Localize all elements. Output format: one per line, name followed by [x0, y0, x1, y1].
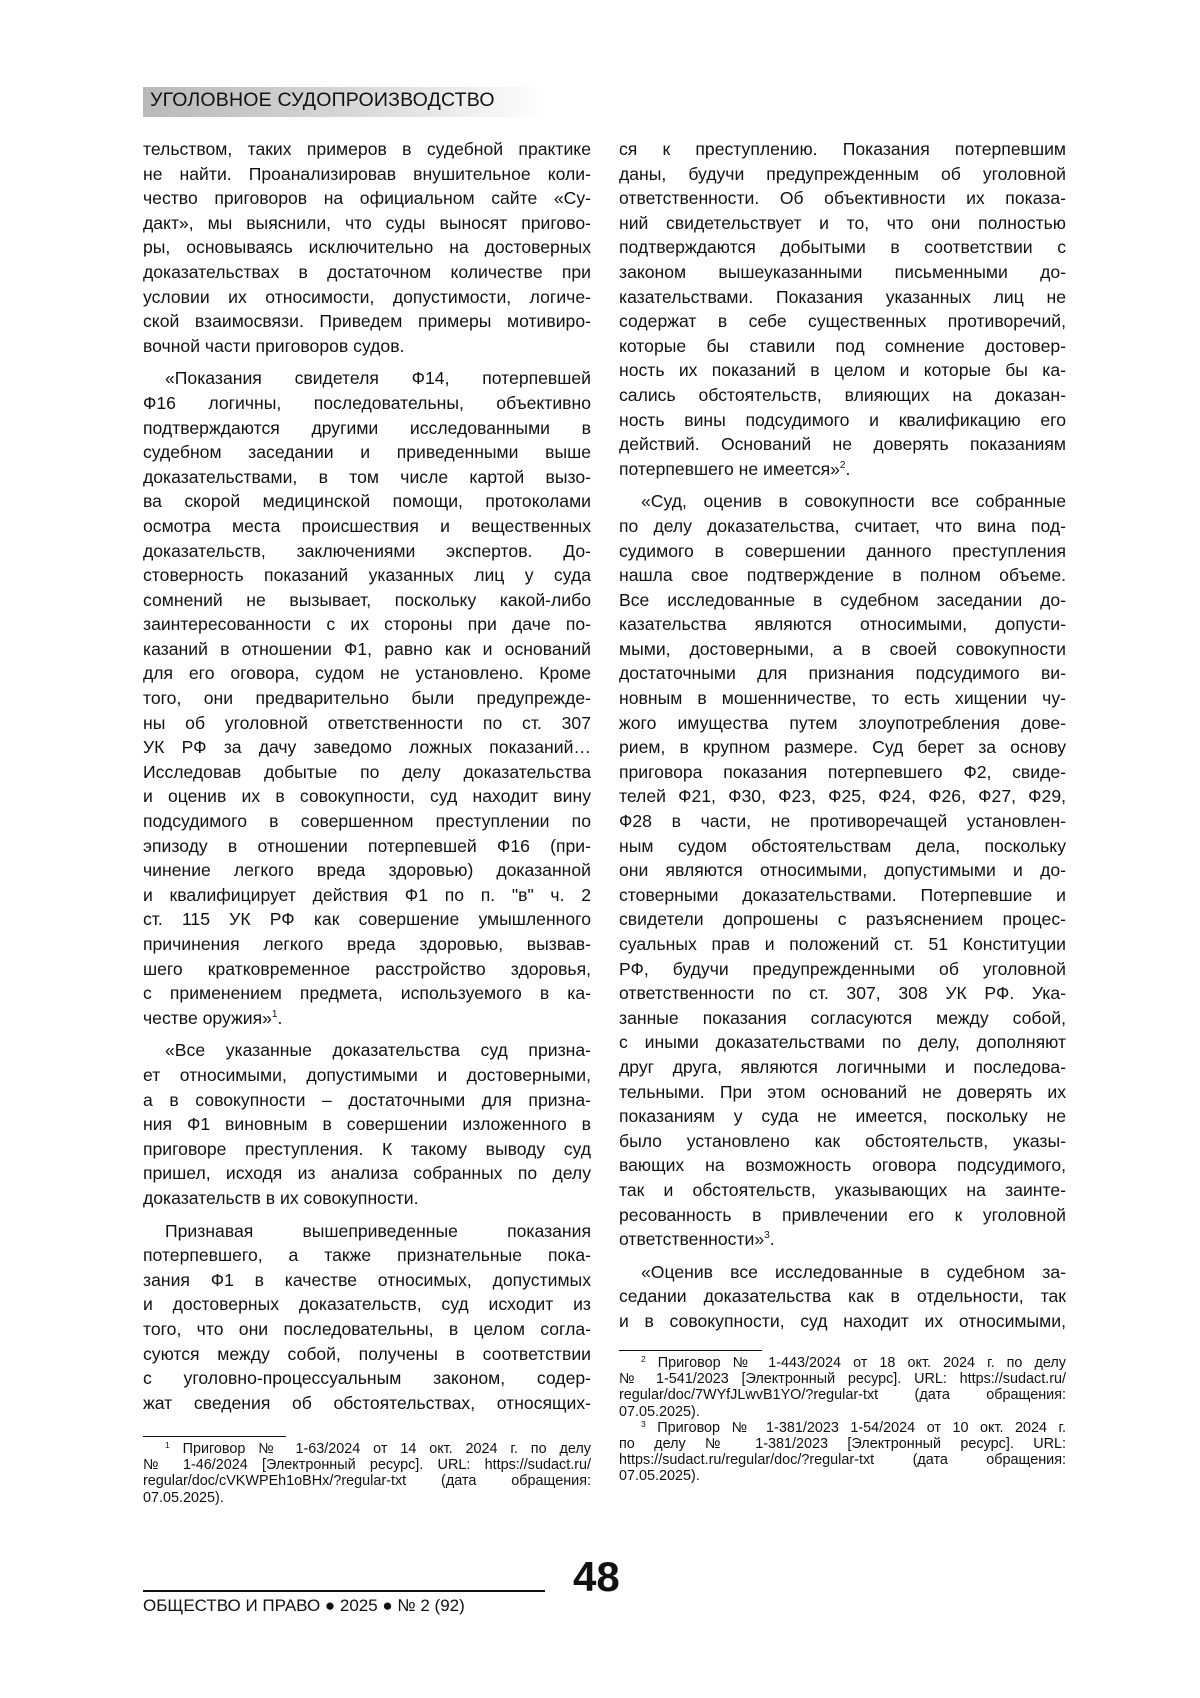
text-line: приговора показания потерпевшего Ф2, свиде-	[619, 761, 1066, 782]
text-line: законом вышеуказанными письменными до-	[619, 261, 1066, 282]
text-line: условии их относимости, допустимости, логиче-	[143, 286, 591, 307]
text-line: «Все указанные доказательства суд призна-	[165, 1040, 591, 1061]
text-line: осмотра места происшествия и вещественных	[143, 515, 591, 536]
footnote-line: regular/doc/7WYfJLwvB1YO/?regular-txt (дата обращения:	[619, 1387, 1066, 1404]
text-line: пришел, исходя из анализа собранных по делу	[143, 1163, 591, 1184]
text-line: сомнений не вызывает, поскольку какой-либо	[143, 589, 591, 610]
text-line: тельными. При этом оснований не доверять их	[619, 1081, 1066, 1102]
footnote-line: https://sudact.ru/regular/doc/?regular-txt (дата обращения:	[619, 1452, 1066, 1469]
text-line: доказательств, заключениями экспертов. До-	[143, 540, 591, 561]
text-line: содержат в себе существенных противоречий,	[619, 311, 1066, 332]
text-line: не найти. Проанализировав внушительное коли-	[143, 163, 591, 184]
text-line: ся к преступлению. Показания потерпевшим	[619, 139, 1066, 159]
text-line: даны, будучи предупрежденным об уголовной	[619, 163, 1066, 184]
footnote-line: № 1-46/2024 [Электронный ресурс]. URL: https://sudact.ru/	[143, 1457, 591, 1474]
text-line: судимого в совершении данного преступления	[619, 540, 1066, 561]
text-line: телей Ф21, Ф30, Ф23, Ф25, Ф24, Ф26, Ф27, Ф29,	[619, 786, 1066, 807]
footnote-number: 3	[641, 1418, 646, 1429]
text-line: для его оговора, судом не установлено. Кроме	[143, 663, 591, 684]
text-line: ет относимыми, допустимыми и достоверными,	[143, 1064, 591, 1085]
text-line: друг друга, являются логичными и последова-	[619, 1056, 1066, 1077]
text-line: «Оценив все исследованные в судебном за-	[641, 1261, 1066, 1282]
text-line: Ф16 логичны, последовательны, объективно	[143, 392, 591, 413]
text-line: Ф28 в части, не противоречащей установлен-	[619, 811, 1066, 832]
text-line: шего кратковременное расстройство здоровья,	[143, 958, 591, 979]
text-line: честве оружия»$^1$.	[143, 1007, 283, 1028]
text-line: РФ, будучи предупрежденными об уголовной	[619, 958, 1066, 979]
text-line: рием, в крупном размере. Суд берет за основу	[619, 737, 1066, 758]
footnote-number: 2	[641, 1354, 646, 1364]
footnote-line: 07.05.2025).	[619, 1403, 700, 1420]
footnote-line: № 1-541/2023 [Электронный ресурс]. URL: https://sudact.ru/	[619, 1371, 1066, 1388]
text-line: ресованность в привлечении его к уголовной	[619, 1204, 1066, 1225]
footnotes-left	[143, 1441, 591, 1506]
text-line: тельством, таких примеров в судебной практике	[143, 139, 591, 159]
text-line: с уголовно-процессуальным законом, содер-	[143, 1368, 591, 1389]
text-line: достаточными для признания подсудимого ви-	[619, 663, 1066, 684]
text-line: и достоверных доказательств, суд исходит из	[143, 1294, 591, 1315]
footnote-number: 1	[165, 1440, 170, 1450]
text-line: было установлено как обстоятельств, указы-	[619, 1130, 1066, 1151]
text-line: приговоре преступления. К такому выводу суд	[143, 1138, 591, 1159]
text-line: свидетели допрошены с разъяснением процес-	[619, 909, 1066, 930]
footnotes-right	[619, 1355, 1066, 1485]
text-line: жат сведения об обстоятельствах, относящих-	[143, 1392, 591, 1413]
text-line: УК РФ за дачу заведомо ложных показаний…	[143, 737, 591, 758]
text-line: дакт», мы выяснили, что суды выносят пригово-	[143, 212, 591, 233]
text-line: Признавая вышеприведенные показания	[165, 1220, 591, 1241]
text-line: ры, основываясь исключительно на достоверных	[143, 237, 591, 258]
text-line: причинения легкого вреда здоровью, вызвав-	[143, 934, 591, 954]
text-line: чество приговоров на официальном сайте «Су-	[143, 188, 591, 209]
text-line: ской взаимосвязи. Приведем примеры мотивиро-	[143, 311, 591, 332]
text-line: нашла свое подтверждение в полном объеме.	[619, 565, 1066, 586]
text-line: судебном заседании и приведенными выше	[143, 442, 591, 463]
text-line: подтверждаются добытыми в соответствии с	[619, 237, 1066, 258]
text-line: и оценив их в совокупности, суд находит вину	[143, 786, 591, 807]
text-line: суальных прав и положений ст. 51 Конституции	[619, 934, 1066, 954]
text-line: эпизоду в отношении потерпевшей Ф16 (при-	[143, 835, 591, 856]
text-line: сались обстоятельств, влияющих на доказан-	[619, 384, 1066, 405]
journal-footer: ОБЩЕСТВО И ПРАВО ● 2025 ● № 2 (92)	[143, 1596, 465, 1615]
footnote-reference[interactable]: 2	[839, 459, 846, 471]
text-line: того, они предварительно были предупрежде-	[143, 688, 591, 709]
text-line: Все исследованные в судебном заседании до-	[619, 589, 1066, 610]
text-line: по делу доказательства, считает, что вина под-	[619, 515, 1066, 536]
text-line: подтверждаются другими исследованными в	[143, 417, 591, 438]
text-line: доказательствах в достаточном количестве при	[143, 261, 591, 282]
text-line: «Суд, оценив в совокупности все собранные	[641, 491, 1066, 512]
text-line: стоверность показаний указанных лиц у суда	[143, 565, 591, 586]
footnote-line: $^1$ Приговор № 1-63/2024 от 14 окт. 2024 г. по делу	[165, 1440, 591, 1457]
text-line: ность их показаний в целом и которые бы ка-	[619, 360, 1066, 381]
text-line: показаниям у суда не имеется, поскольку не	[619, 1106, 1066, 1127]
text-line: Исследовав добытые по делу доказательства	[143, 761, 591, 782]
footnote-line: regular/doc/cVKWPEh1oBHx/?regular-txt (дата обращения:	[143, 1473, 591, 1490]
text-line: ны об уголовной ответственности по ст. 307	[143, 712, 591, 733]
text-line: ным судом обстоятельствам дела, поскольку	[619, 835, 1066, 856]
text-line: ответственности. Об объективности их показа-	[619, 188, 1066, 209]
text-line: новным в мошенничестве, то есть хищении чу-	[619, 688, 1066, 709]
text-line: с применением предмета, используемого в ка-	[143, 983, 591, 1004]
text-line: стоверными доказательствами. Потерпевшие и	[619, 884, 1066, 905]
text-line: ва скорой медицинской помощи, протоколами	[143, 491, 591, 512]
text-line: вочной части приговоров судов.	[143, 335, 405, 356]
footer-rule	[143, 1590, 545, 1592]
text-line: подсудимого в совершенном преступлении по	[143, 811, 591, 832]
text-line: ответственности по ст. 307, 308 УК РФ. Ука-	[619, 983, 1066, 1004]
text-line: и квалифицирует действия Ф1 по п. "в" ч. 2	[143, 884, 591, 905]
footnote-line: по делу № 1-381/2023 [Электронный ресурс]. URL:	[619, 1435, 1066, 1452]
text-line: казательствами. Показания указанных лиц не	[619, 286, 1066, 307]
text-line: ния Ф1 виновным в совершении изложенного в	[143, 1114, 591, 1135]
text-line: ний свидетельствует и то, что они полностью	[619, 212, 1066, 233]
footnote-line: 07.05.2025).	[619, 1468, 700, 1485]
footnote-rule-right	[619, 1350, 762, 1351]
text-line: казаний в отношении Ф1, равно как и оснований	[143, 638, 591, 659]
right-column	[619, 137, 1066, 1334]
text-line: доказательств в их совокупности.	[143, 1187, 419, 1208]
footnote-line: $^3$ Приговор № 1-381/2023 1-54/2024 от 10 окт. 2024 г.	[641, 1418, 1066, 1436]
footnote-reference[interactable]: 3	[764, 1230, 770, 1242]
footnote-rule-left	[143, 1436, 286, 1437]
text-line: заинтересованности с их стороны при даче по-	[143, 614, 591, 635]
text-line: вающих на возможность оговора подсудимого,	[619, 1155, 1066, 1176]
page-number: 48	[573, 1553, 620, 1600]
section-title: УГОЛОВНОЕ СУДОПРОИЗВОДСТВО	[150, 89, 495, 111]
text-line: ность вины подсудимого и квалификацию его	[619, 409, 1066, 430]
text-line: ответственности»$^3$.	[619, 1229, 775, 1250]
footnote-line: $^2$ Приговор № 1-443/2024 от 18 окт. 2024 г. по делу	[641, 1354, 1066, 1371]
text-line: седании доказательства как в отдельности, так	[619, 1286, 1066, 1307]
text-line: «Показания свидетеля Ф14, потерпевшей	[165, 368, 591, 389]
text-line: казательства являются относимыми, допусти-	[619, 614, 1066, 635]
text-line: действий. Оснований не доверять показаниям	[619, 434, 1066, 455]
text-line: ст. 115 УК РФ как совершение умышленного	[143, 909, 591, 930]
text-line: занные показания согласуются между собой,	[619, 1007, 1066, 1028]
text-line: потерпевшего не имеется»$^2$.	[619, 458, 851, 479]
text-line: того, что они последовательны, в целом согла-	[143, 1318, 591, 1339]
text-line: потерпевшего, а также признательные пока-	[143, 1245, 591, 1266]
left-column	[143, 137, 591, 1415]
footnote-reference[interactable]: 1	[271, 1008, 278, 1020]
text-line: а в совокупности – достаточными для призна-	[143, 1089, 591, 1110]
text-line: с иными доказательствами по делу, дополняют	[619, 1032, 1066, 1053]
text-line: и в совокупности, суд находит их относимыми,	[619, 1310, 1066, 1331]
text-line: доказательствами, в том числе картой вызо-	[143, 466, 591, 487]
text-line: зания Ф1 в качестве относимых, допустимых	[143, 1269, 591, 1290]
text-line: суются между собой, получены в соответствии	[143, 1343, 591, 1364]
footnote-line: 07.05.2025).	[143, 1489, 224, 1506]
text-line: так и обстоятельств, указывающих на заинте-	[619, 1179, 1066, 1200]
text-line: жого имущества путем злоупотребления дове-	[619, 712, 1066, 733]
text-line: чинение легкого вреда здоровью) доказанной	[143, 860, 591, 881]
text-line: мыми, достоверными, а в своей совокупности	[619, 638, 1066, 659]
text-line: которые бы ставили под сомнение достовер-	[619, 335, 1066, 356]
text-line: они являются относимыми, допустимыми и до-	[619, 860, 1066, 881]
